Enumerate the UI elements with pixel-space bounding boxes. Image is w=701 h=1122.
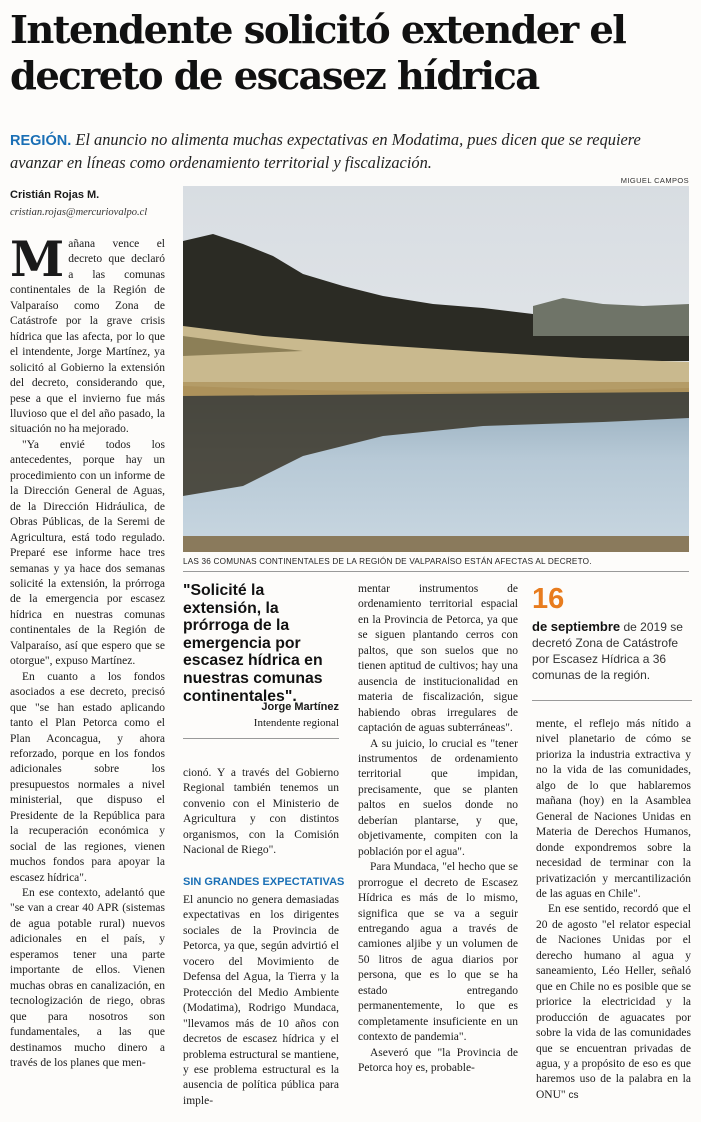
column-3: [358, 582, 518, 1077]
lake-photo: [183, 186, 689, 552]
photo-credit: MIGUEL CAMPOS: [620, 176, 689, 185]
column-2: [183, 766, 339, 859]
caption-rule: [183, 571, 689, 572]
headline: Intendente solicitó extender el decreto de escasez hídrica: [10, 8, 626, 99]
paragraph: El anuncio no genera demasiadas expectativas en los dirigentes sociales de la Provincia de Petorca, ya que, según advirtió el vocero del Movimiento de Defensa del Agua, la Tierra y la Protección del Medio Ambiente (Modatima), Rodrigo Mundaca, "llevamos más de 10 años con decretos de escasez hídrica y el problema estructural se mantiene, y ese problema estructural es la ausencia de política pública para imple-: [183, 894, 339, 1107]
lede-text: El anuncio no alimenta muchas expectativas en Modatima, pues dicen que se requiere avanzar en líneas como ordenamiento territorial y fiscalización.: [10, 130, 641, 172]
column-1: [10, 230, 165, 1071]
quote-author: Jorge Martínez: [261, 701, 339, 713]
paragraph: "Ya envié todos los antecedentes, porque hay un procedimiento con un informe de la Dirección General de Aguas, de la Dirección Hidráulica, de Obras Públicas, de la Seremi de Agricultura, está todo regulado. Preparé ese informe hace tres semanas y ya hace dos semanas solicité la extensión, la prórroga de la emergencia por escasez hídrica en nuestras comunas continentales de la Región de Valparaíso, así que espero que se otorgue", expuso Martínez.: [10, 438, 165, 668]
lede: [10, 129, 695, 174]
fact-date: de septiembre: [532, 619, 621, 634]
fact-rule: [532, 700, 692, 701]
paragraph: Para Mundaca, "el hecho que se prorrogue el decreto de Escasez Hídrica es más de lo mismo, significa que se va a seguir entregando agua a través de camiones aljibe y un volumen de 50 litros de agua diarios por persona, que es lo que se ha estado entregando permanentemente, lo que es completamente insuficiente en un contexto de pandemia".: [358, 861, 518, 1044]
fact-box: [532, 619, 692, 683]
subhead: SIN GRANDES EXPECTATIVAS: [183, 876, 345, 888]
byline: Cristián Rojas M.: [10, 189, 100, 201]
paragraph: En ese contexto, adelantó que "se van a crear 40 APR (sistemas de agua potable rural) nuevos adicionales en el país, y esperamos tener una parte importante de ellos. Vienen muchas obras en canalización, en tecnologización de riego, obras que para nosotros son fundamentales, a las que destinamos mucho dinero a través de los planes que men-: [10, 887, 165, 1070]
quote-rule: [183, 738, 339, 739]
column-4: [536, 717, 691, 1103]
column-2-continued: [183, 893, 339, 1109]
fact-text: de 2019 se decretó Zona de Catástrofe por Escasez Hídrica a 36 comunas de la región.: [532, 620, 683, 682]
quote-role: Intendente regional: [253, 717, 339, 729]
pull-quote: "Solicité la extensión, la prórroga de la emergencia por escasez hídrica en nuestras comunas continentales".: [183, 582, 323, 705]
fact-number: 16: [532, 583, 565, 615]
end-mark: cs: [568, 1089, 579, 1101]
paragraph: En cuanto a los fondos asociados a ese decreto, precisó que "se han estado aplicando tanto el Plan Petorca como el Plan Aconcagua, y ahora reforzado, porque en los fondos adicionales sobre los presupuestos normales a nivel ministerial, que dispuso el Presidente de la República para la recuperación económica y social de las regiones, vienen muchos fondos para apoyar la escasez hídrica".: [10, 670, 165, 884]
drop-cap: M: [10, 230, 65, 288]
paragraph: A su juicio, lo crucial es "tener instrumentos de ordenamiento territorial que impidan, precisamente, que se planten paltos en suelos donde no deberían plantarse, y que, objetivamente, compiten con la población por el agua".: [358, 737, 518, 858]
paragraph: Mañana vence el decreto que declaró a las comunas continentales de la Región de Valparaíso como Zona de Catástrofe por la grave crisis hídrica que las afecta, por lo que el intendente, Jorge Martínez, ya solicitó al Gobierno la extensión del decreto, considerando que, pese a que el invierno fue más lluvioso que el del año pasado, la situación no ha mejorado.: [10, 230, 165, 436]
author-email: cristian.rojas@mercuriovalpo.cl: [10, 207, 148, 218]
paragraph: En ese sentido, recordó que el 20 de agosto "el relator especial de Naciones Unidas por el derecho humano al agua y saneamiento, Léo Heller, señaló que en Chile no es posible que se priorice la electricidad y la producción de aguacates por sobre la vida de las comunidades que se encuentran privadas de agua, y a propósito de eso es que haremos uso de la palabra en la ONU" cs: [536, 903, 691, 1101]
paragraph: mente, el reflejo más nítido a nivel planetario de cómo se prioriza la industria extractiva y no la vida de las comunidades, algo de lo que hablaremos mañana (hoy) en la Asamblea General de Naciones Unidas en Materia de Derechos Humanos, donde expondremos sobre la necesidad de terminar con la privatización y mercantilización de las aguas en Chile".: [536, 718, 691, 900]
photo-caption: LAS 36 COMUNAS CONTINENTALES DE LA REGIÓN DE VALPARAÍSO ESTÁN AFECTAS AL DECRETO.: [183, 557, 592, 566]
paragraph: cionó. Y a través del Gobierno Regional también tenemos un convenio con el Ministerio de Agricultura y con distintos organismos, con la Comisión Nacional de Riego".: [183, 767, 339, 857]
paragraph: mentar instrumentos de ordenamiento territorial espacial en la Provincia de Petorca, ya que se siguen plantando cerros con paltos, que son suelos que no tienen aptitud de cultivos; hay una ausencia de institucionalidad en materia de fiscalización, sigue habiendo obras irregulares de captación de aguas subterráneas".: [358, 583, 518, 735]
section-tag: REGIÓN.: [10, 133, 72, 149]
paragraph: Aseveró que "la Provincia de Petorca hoy es, probable-: [358, 1046, 518, 1075]
